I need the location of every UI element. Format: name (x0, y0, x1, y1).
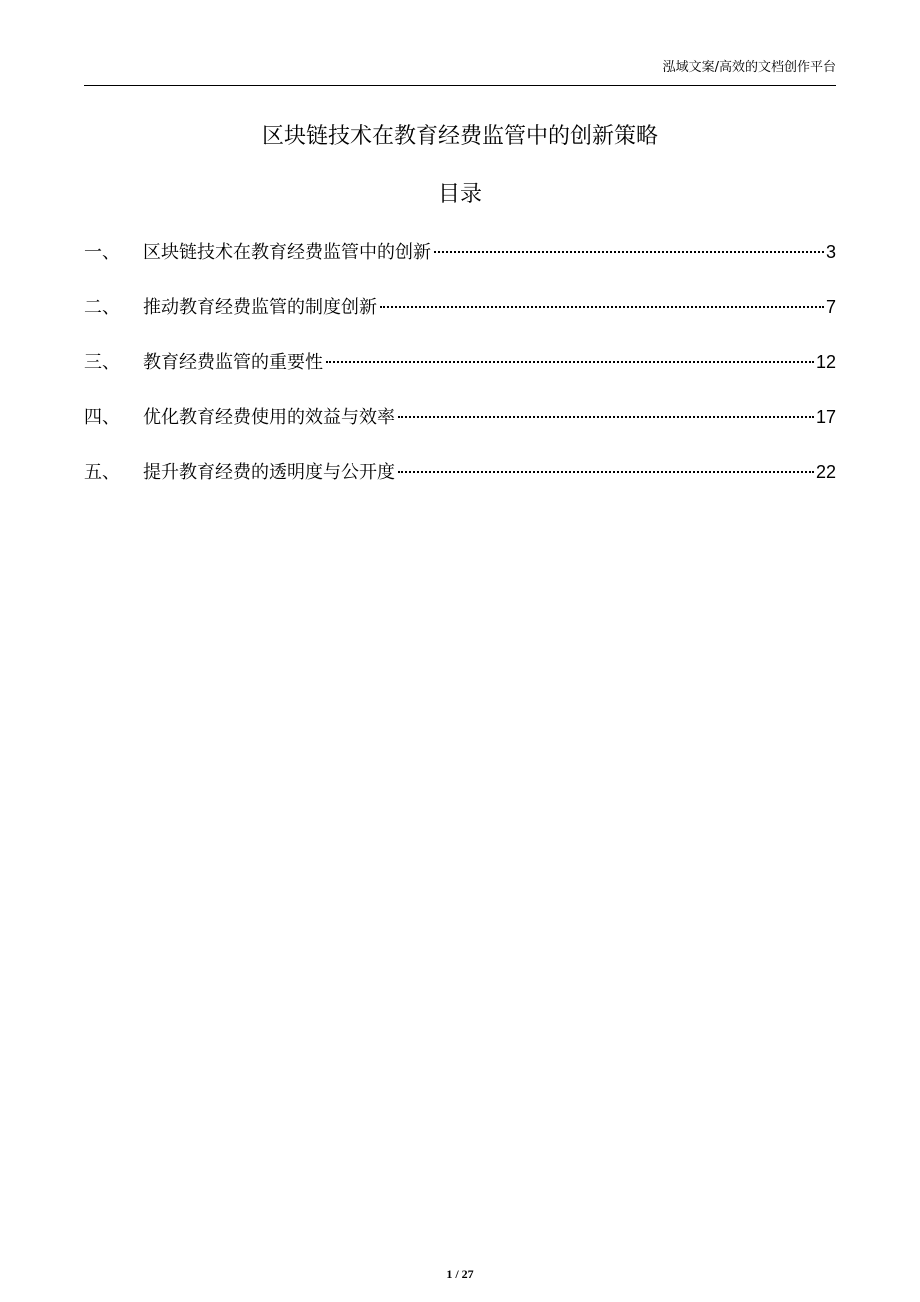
toc-dot-leader (380, 306, 824, 308)
toc-entry-number: 四、 (84, 407, 120, 428)
toc-dot-leader (434, 251, 824, 253)
document-title: 区块链技术在教育经费监管中的创新策略 (261, 124, 658, 149)
toc-entry-title[interactable]: 区块链技术在教育经费监管中的创新 (143, 242, 431, 263)
toc-entry[interactable] (84, 457, 836, 512)
toc-dot-leader (326, 361, 814, 363)
toc-dot-leader (398, 471, 814, 473)
toc-entry-title[interactable]: 提升教育经费的透明度与公开度 (143, 462, 395, 483)
toc-entry-number: 二、 (84, 297, 120, 318)
toc-entry-title[interactable]: 教育经费监管的重要性 (143, 352, 323, 373)
toc-entry-page[interactable]: 12 (815, 352, 836, 372)
toc-entry-number: 一、 (84, 242, 120, 263)
toc-entry-number: 三、 (84, 352, 120, 373)
toc-entry-page[interactable]: 17 (815, 407, 836, 427)
toc-entry-number: 五、 (84, 462, 120, 483)
toc-entry[interactable] (84, 402, 836, 457)
toc-entry-page[interactable]: 22 (815, 462, 836, 482)
page-header-text: 泓域文案/高效的文档创作平台 (662, 60, 836, 75)
toc-entry-title[interactable]: 推动教育经费监管的制度创新 (143, 297, 377, 318)
toc-entry-page[interactable]: 7 (825, 297, 836, 317)
toc-entry-title[interactable]: 优化教育经费使用的效益与效率 (143, 407, 395, 428)
table-of-contents (84, 237, 836, 512)
toc-entry[interactable] (84, 292, 836, 347)
toc-entry[interactable] (84, 347, 836, 402)
toc-entry-page[interactable]: 3 (825, 242, 836, 262)
toc-dot-leader (398, 416, 814, 418)
page-number-footer: 1 / 27 (446, 1267, 474, 1281)
toc-entry[interactable] (84, 237, 836, 292)
toc-heading: 目录 (437, 182, 482, 207)
header-divider (84, 85, 836, 86)
